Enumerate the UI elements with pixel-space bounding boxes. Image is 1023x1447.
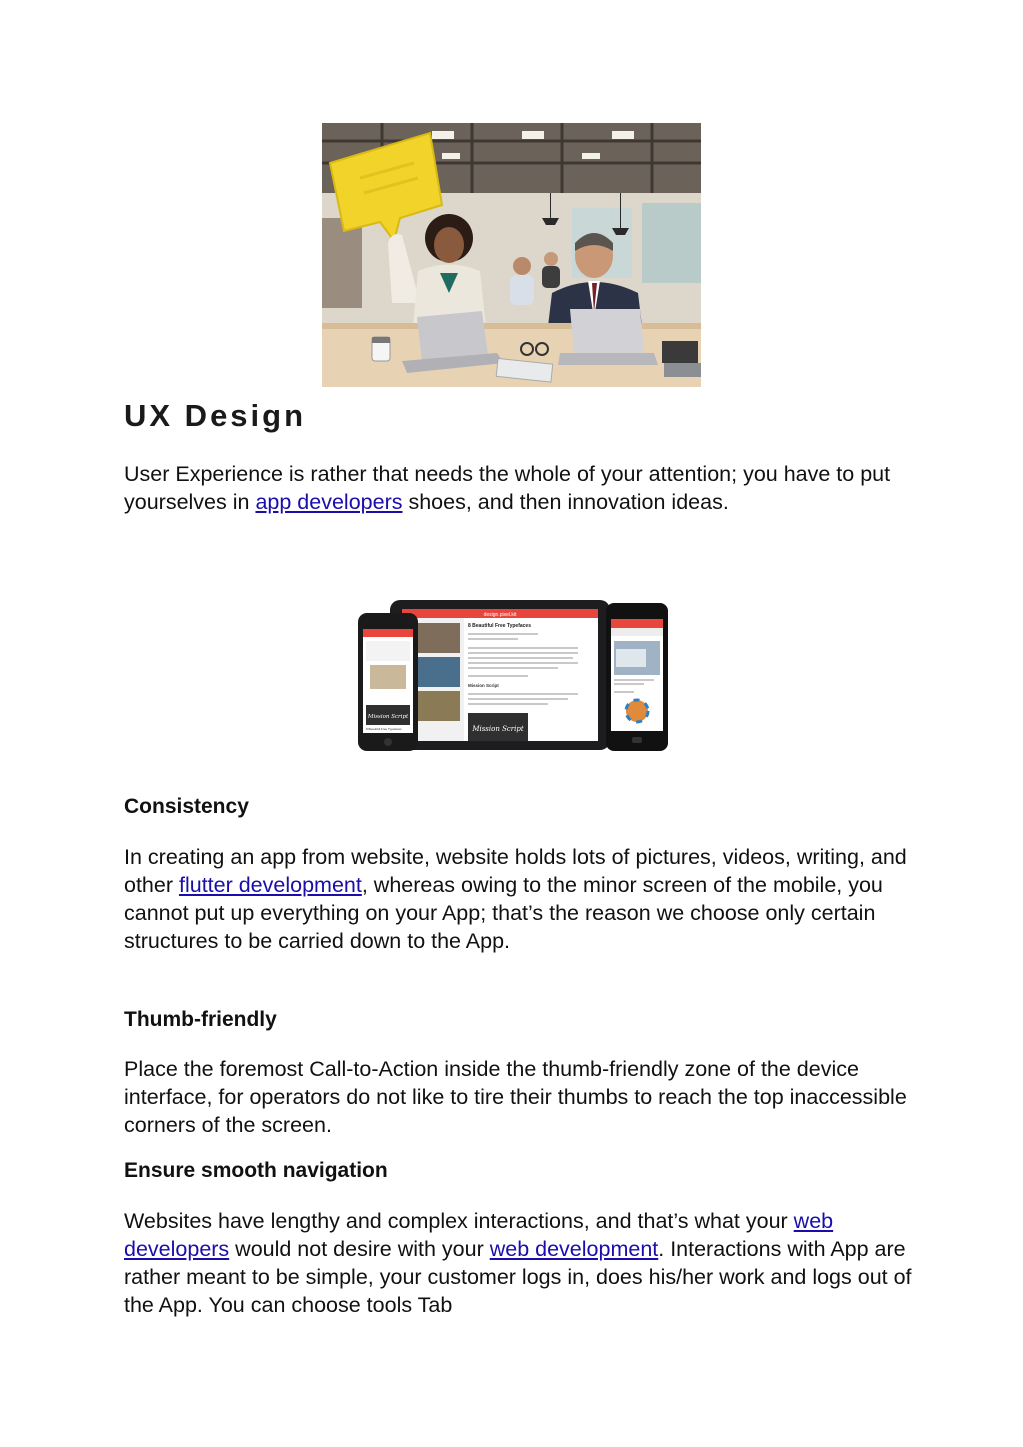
web-developers-link[interactable]: web developers bbox=[124, 1209, 834, 1261]
thumb-friendly-paragraph: Place the foremost Call-to-Action inside the thumb-friendly zone of the device interface, for operators do not like to tire their thumbs to reach the top inaccessible corners of the screen. bbox=[124, 1057, 907, 1137]
web-development-link[interactable]: web development bbox=[489, 1237, 659, 1261]
nav-text-post: . Interactions with App are rather meant to be simple, your customer logs in, does his/her work and logs out of the App. You can choose tools Tab bbox=[124, 1237, 912, 1317]
ux-text-pre: User Experience is rather that needs the whole of your attention; you have to put yourselves in bbox=[124, 462, 891, 514]
office-photo-illustration bbox=[322, 123, 701, 387]
tablet-header-text: design.pixel.kit bbox=[483, 612, 517, 618]
office-photo bbox=[322, 123, 701, 387]
consistency-text-pre: In creating an app from website, website holds lots of pictures, videos, writing, and other bbox=[124, 845, 907, 897]
nav-text-mid: would not desire with your bbox=[229, 1237, 490, 1261]
nav-text-pre: Websites have lengthy and complex interactions, and that’s what your bbox=[124, 1209, 794, 1233]
ux-design-heading: UX Design bbox=[124, 398, 307, 433]
tablet-section-title: Mission Script bbox=[468, 683, 499, 688]
ux-design-paragraph bbox=[124, 460, 914, 516]
smooth-navigation-heading: Ensure smooth navigation bbox=[124, 1159, 388, 1182]
thumb-friendly-heading: Thumb-friendly bbox=[124, 1008, 277, 1031]
devices-illustration bbox=[356, 597, 674, 755]
consistency-paragraph bbox=[124, 843, 914, 955]
app-developers-link[interactable]: app developers bbox=[255, 490, 403, 514]
consistency-heading: Consistency bbox=[124, 795, 249, 818]
smooth-navigation-paragraph bbox=[124, 1207, 914, 1319]
flutter-development-link[interactable]: flutter development bbox=[178, 873, 362, 897]
tablet-banner-text: Mission Script bbox=[472, 725, 524, 733]
devices-image bbox=[356, 597, 674, 755]
consistency-text-post: , whereas owing to the minor screen of the mobile, you cannot put up everything on your App; that’s the reason we choose only certain structures to be carried down to the App. bbox=[124, 873, 883, 953]
phone-left-banner-text: Mission Script bbox=[367, 714, 409, 720]
tablet-article-title: 8 Beautiful Free Typefaces bbox=[468, 623, 531, 629]
ux-text-post: shoes, and then innovation ideas. bbox=[402, 490, 729, 514]
phone-left-caption: 8 Beautiful Free Typefaces bbox=[366, 727, 402, 731]
